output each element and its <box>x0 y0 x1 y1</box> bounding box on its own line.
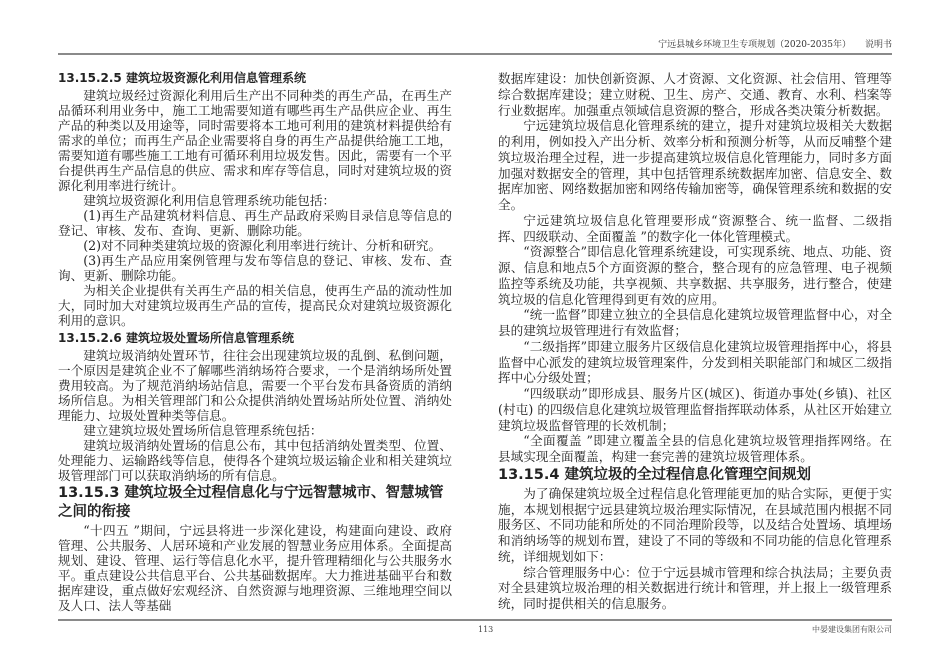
paragraph: 建筑垃圾资源化利用信息管理系统功能包括： <box>83 193 336 208</box>
right-column <box>498 71 892 612</box>
section-heading-13-15-3: 13.15.3 建筑垃圾全过程信息化与宁远智慧城市、智慧城管之间的衔接 <box>58 485 444 520</box>
paragraph: 为相关企业提供有关再生产品的相关信息，使再生产品的流动性加大，同时加大对建筑垃圾再生产品的宣传，提高民众对建筑垃圾资源化利用的意识。 <box>58 283 452 328</box>
list-item: (3)再生产品应用案例管理与发布等信息的登记、审核、发布、查询、更新、删除功能。 <box>58 253 452 283</box>
page-header <box>644 40 892 51</box>
paragraph: “四级联动”即形成县、服务片区(城区)、街道办事处(乡镇)、社区(村屯) 的四级信息化建筑垃圾管理监督指挥联动体系，从社区开始建立建筑垃圾监督管理的长效机制； <box>498 386 892 433</box>
paragraph: 为了确保建筑垃圾全过程信息化管理能更加的贴合实际，更便于实施，本规划根据宁远县建筑垃圾治理实际情况，在县域范围内根据不同服务区、不同功能和所处的不同治理阶段等，以及结合处置场、填埋场和消纳场等的规划布置，建设了不同的等级和不同功能的信息化管理系统，详细规划如下： <box>498 485 892 564</box>
paragraph: “资源整合”即信息化管理系统建设，可实现系统、地点、功能、资源、信息和地点5个方面资源的整合，整合现有的应急管理、电子视频监控等系统及功能，共享视频、共享数据、共享服务，进行整合，使建筑垃圾的信息化管理得到更有效的应用。 <box>498 244 892 307</box>
footer-divider <box>58 619 892 621</box>
paragraph: 数据库建设：加快创新资源、人才资源、文化资源、社会信用、管理等综合数据库建设；建立财税、卫生、房产、交通、教育、水利、档案等行业数据库。加强重点领域信息资源的整合，形成各类决策分析数据。 <box>498 71 892 118</box>
paragraph: 宁远建筑垃圾信息化管理系统的建立，提升对建筑垃圾相关大数据的利用，例如投入产出分析、效率分析和预测分析等，从而反哺整个建筑垃圾治理全过程，进一步提高建筑垃圾信息化管理能力，同时多方面加强对数据安全的管理，其中包括管理系统数据库加密、信息安全、数据库加密、网络数据加密和网络传输加密等，确保管理系统和数据的安全。 <box>498 118 892 212</box>
left-column <box>58 68 452 613</box>
paragraph: 建筑垃圾消纳处置场的信息公布，其中包括消纳处置类型、位置、处理能力、运输路线等信息，使得各个建筑垃圾运输企业和相关建筑垃圾管理部门可以获取消纳场的所有信息。 <box>58 438 452 483</box>
paragraph: “全面覆盖 ”即建立覆盖全县的信息化建筑垃圾管理指挥网络。在县域实现全面覆盖，构建一套完善的建筑垃圾管理体系。 <box>498 433 892 464</box>
company-name: 中晏建设集团有限公司 <box>812 625 892 634</box>
section-heading-13-15-4: 13.15.4 建筑垃圾的全过程信息化管理空间规划 <box>498 466 812 483</box>
paragraph: 建筑垃圾消纳处置环节，往往会出现建筑垃圾的乱倒、私倒问题，一个原因是建筑企业不了解哪些消纳场符合要求，一个是消纳场所处置费用较高。为了规范消纳场站信息，需要一个平台发布具备资质的消纳场所信息。为相关管理部门和公众提供消纳处置场站所处位置、消纳处理能力、垃圾处置种类等信息。 <box>58 348 452 423</box>
document-type: 说明书 <box>864 40 892 50</box>
document-title: 宁远县城乡环境卫生专项规划（2020-2035年） <box>658 40 851 50</box>
paragraph: “统一监督”即建立独立的全县信息化建筑垃圾管理监督中心，对全县的建筑垃圾管理进行有效监督； <box>498 307 892 338</box>
paragraph: 宁远建筑垃圾信息化管理要形成“资源整合、统一监督、二级指挥、四级联动、全面覆盖 ”的数字化一体化管理模式。 <box>498 212 892 244</box>
paragraph: 建立建筑垃圾处置场所信息管理系统包括： <box>83 423 323 438</box>
list-item: (2)对不同种类建筑垃圾的资源化利用率进行统计、分析和研究。 <box>83 238 442 253</box>
paragraph: 综合管理服务中心：位于宁远县城市管理和综合执法局；主要负责对全县建筑垃圾治理的相关数据进行统计和管理，并上报上一级管理系统，同时提供相关的信息服务。 <box>498 564 892 611</box>
page-number: 113 <box>478 625 494 634</box>
section-heading-13-15-2-5: 13.15.2.5 建筑垃圾资源化利用信息管理系统 <box>58 71 306 85</box>
section-heading-13-15-2-6: 13.15.2.6 建筑垃圾处置场所信息管理系统 <box>58 331 294 345</box>
paragraph: “二级指挥”即建立服务片区级信息化建筑垃圾管理指挥中心，将县监督中心派发的建筑垃圾管理案件，分发到相关职能部门和城区二级指挥中心分级处置； <box>498 338 892 386</box>
header-divider <box>58 53 892 55</box>
paragraph: 建筑垃圾经过资源化利用后生产出不同种类的再生产品，在再生产品循环利用业务中，施工工地需要知道有哪些再生产品供应企业、再生产品的种类以及用途等，同时需要将本工地可利用的建筑材料提供给有需求的单位；而再生产品企业需要将自身的再生产品提供给施工工地，需要知道有哪些施工工地有可循环利用垃圾发售。因此，需要有一个平台提供再生产品信息的供应、需求和库存等信息，同时对建筑垃圾的资源化利用率进行统计。 <box>58 88 452 193</box>
list-item: (1)再生产品建筑材料信息、再生产品政府采购目录信息等信息的登记、审核、发布、查询、更新、删除功能。 <box>58 208 452 238</box>
paragraph: “十四五 ”期间，宁远县将进一步深化建设，构建面向建设、政府管理、公共服务、人居环境和产业发展的智慧业务应用体系。全面提高规划、建设、管理、运行等信息化水平，提升管理精细化与公共服务水平。重点建设公共信息平台、公共基础数据库。大力推进基础平台和数据库建设，重点做好宏观经济、自然资源与地理资源、三维地理空间以及人口、法人等基础 <box>58 523 452 613</box>
